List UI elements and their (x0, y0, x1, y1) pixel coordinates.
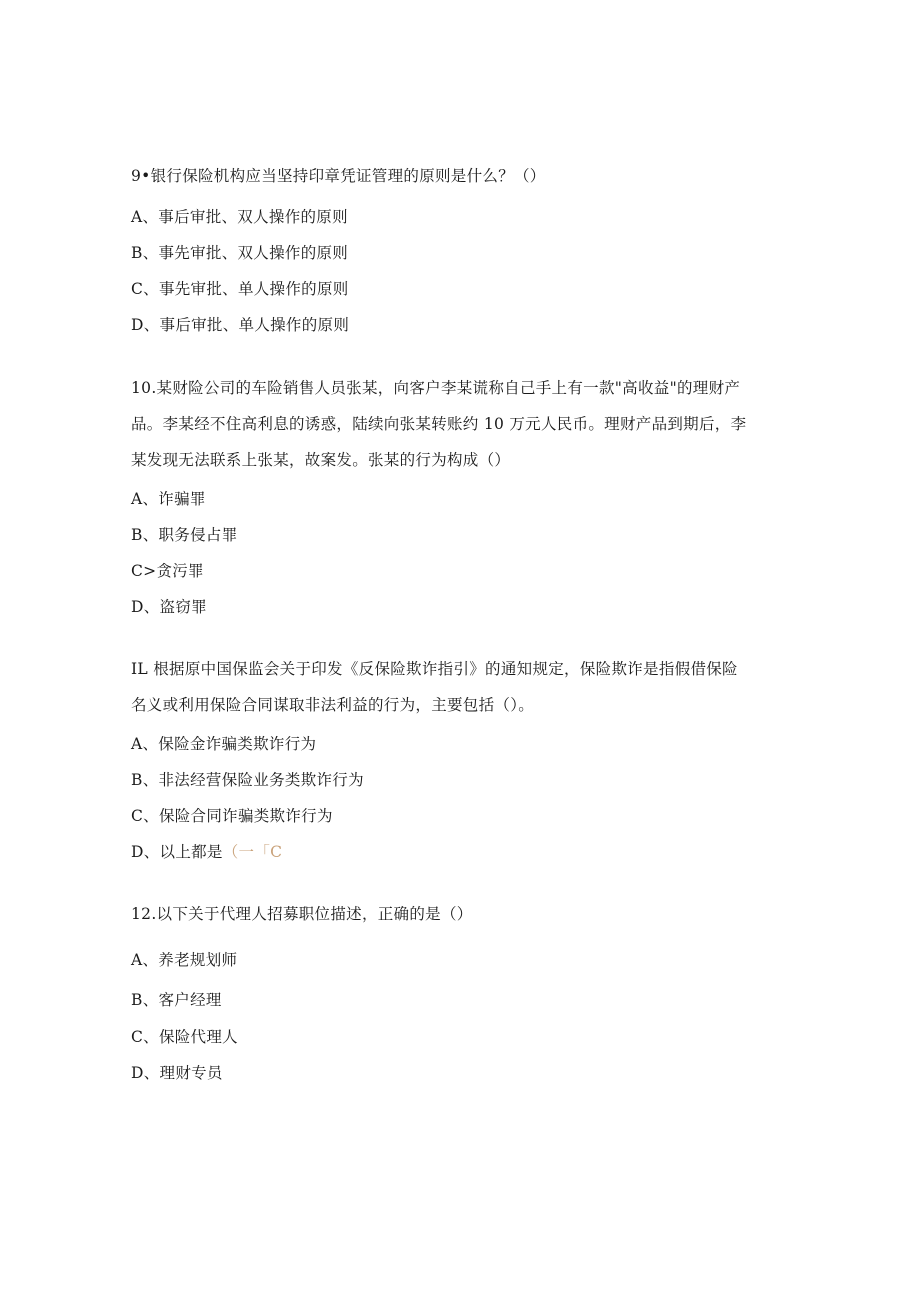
question-11-stem-line-1: IL 根据原中国保监会关于印发《反保险欺诈指引》的通知规定，保险欺诈是指假借保险 (131, 660, 738, 678)
question-11-option-d-text: D、以上都是 (131, 843, 223, 861)
question-10-option-d: D、盗窃罪 (131, 598, 207, 616)
question-11-option-a: A、保险金诈骗类欺诈行为 (131, 735, 317, 753)
question-9-option-b: B、事先审批、双人操作的原则 (131, 244, 349, 262)
question-10-stem-line-3: 某发现无法联系上张某，故案发。张某的行为构成（） (131, 451, 511, 469)
question-9-option-a: A、事后审批、双人操作的原则 (131, 208, 348, 226)
question-10-option-b: B、职务侵占罪 (131, 526, 238, 544)
question-11-option-c: C、保险合同诈骗类欺诈行为 (131, 807, 333, 825)
question-12-option-a: A、养老规划师 (131, 951, 238, 969)
question-10-stem-line-1: 10.某财险公司的车险销售人员张某，向客户李某谎称自己手上有一款"高收益"的理财产 (131, 379, 741, 397)
question-9-option-c: C、事先审批、单人操作的原则 (131, 280, 349, 298)
question-10-option-a: A、诈骗罪 (131, 490, 206, 508)
question-9-stem: 9•银行保险机构应当坚持印章凭证管理的原则是什么？（） (131, 167, 546, 185)
question-10-option-c: C>贪污罪 (131, 562, 204, 580)
question-9-option-d: D、事后审批、单人操作的原则 (131, 316, 350, 334)
question-12-option-d: D、理财专员 (131, 1064, 223, 1082)
question-10-stem-line-2: 品。李某经不住高利息的诱惑，陆续向张某转账约 10 万元人民币。理财产品到期后，李 (131, 415, 747, 433)
question-12-option-b: B、客户经理 (131, 991, 222, 1009)
question-11-option-b: B、非法经营保险业务类欺诈行为 (131, 771, 364, 789)
question-12-stem: 12.以下关于代理人招募职位描述，正确的是（） (131, 905, 473, 923)
question-11-option-d-faded-mark: （一「C (222, 843, 283, 861)
question-11-option-d (131, 842, 282, 862)
question-12-option-c: C、保险代理人 (131, 1028, 238, 1046)
question-11-stem-line-2: 名义或利用保险合同谋取非法利益的行为，主要包括（）。 (131, 696, 535, 714)
